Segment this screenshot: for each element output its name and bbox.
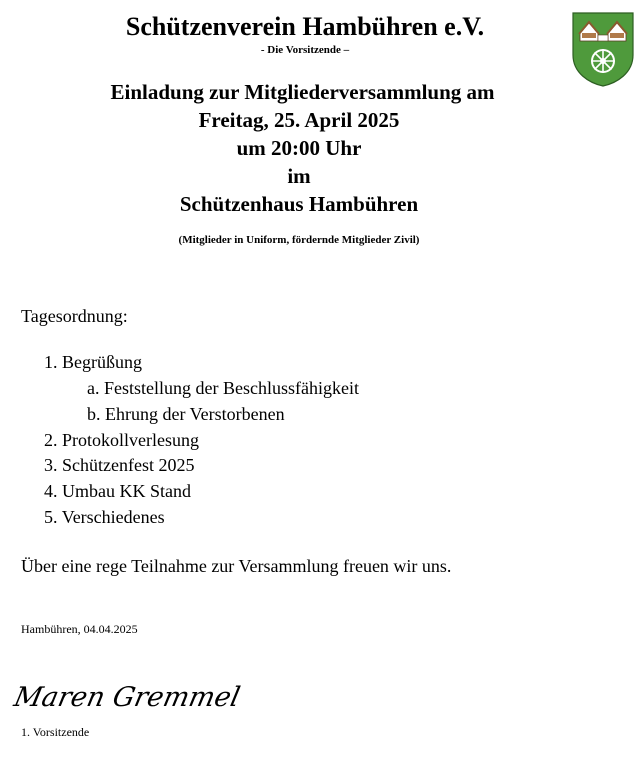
agenda-item — [44, 481, 191, 502]
agenda-item-label: Umbau KK Stand — [62, 481, 191, 501]
invitation-date: Freitag, 25. April 2025 — [198, 108, 400, 132]
agenda-item — [44, 455, 194, 476]
invitation-time: um 20:00 Uhr — [236, 136, 362, 160]
agenda-subitem-label: Feststellung der Beschlussfähigkeit — [104, 378, 359, 398]
agenda-heading: Tagesordnung: — [21, 306, 128, 326]
signature-text: Maren Gremmel — [11, 682, 243, 713]
dress-code-note: (Mitglieder in Uniform, fördernde Mitglieder Zivil) — [178, 234, 420, 246]
invitation-heading: Einladung zur Mitgliederversammlung am — [110, 80, 495, 104]
agenda-item — [44, 430, 199, 451]
agenda-item — [44, 507, 165, 528]
agenda-item-number: 5. — [44, 507, 58, 527]
agenda-subitem — [87, 404, 285, 425]
invitation-preposition: im — [287, 164, 311, 188]
subtitle: - Die Vorsitzende – — [260, 44, 350, 56]
mill-wheel-icon — [591, 49, 615, 73]
signer-role: 1. Vorsitzende — [21, 725, 90, 739]
agenda-item-number: 3. — [44, 455, 58, 475]
signature — [11, 672, 243, 718]
coat-of-arms-icon — [571, 11, 635, 87]
agenda-item — [44, 352, 142, 373]
agenda-item-label: Schützenfest 2025 — [62, 455, 195, 475]
agenda-item-number: 2. — [44, 430, 58, 450]
place-date: Hambühren, 04.04.2025 — [21, 622, 138, 636]
agenda-item-label: Verschiedenes — [61, 507, 165, 527]
closing-sentence: Über eine rege Teilnahme zur Versammlung freuen wir uns. — [21, 556, 452, 576]
agenda-subitem-letter: a. — [87, 378, 100, 398]
agenda-item-number: 1. — [44, 352, 58, 372]
agenda-item-number: 4. — [44, 481, 58, 501]
agenda-subitem-label: Ehrung der Verstorbenen — [105, 404, 285, 424]
club-title: Schützenverein Hambühren e.V. — [125, 12, 485, 41]
agenda-item-label: Protokollverlesung — [62, 430, 199, 450]
invitation-location: Schützenhaus Hambühren — [179, 192, 419, 216]
agenda-subitem — [87, 378, 359, 399]
agenda-subitem-letter: b. — [87, 404, 101, 424]
agenda-item-label: Begrüßung — [62, 352, 142, 372]
